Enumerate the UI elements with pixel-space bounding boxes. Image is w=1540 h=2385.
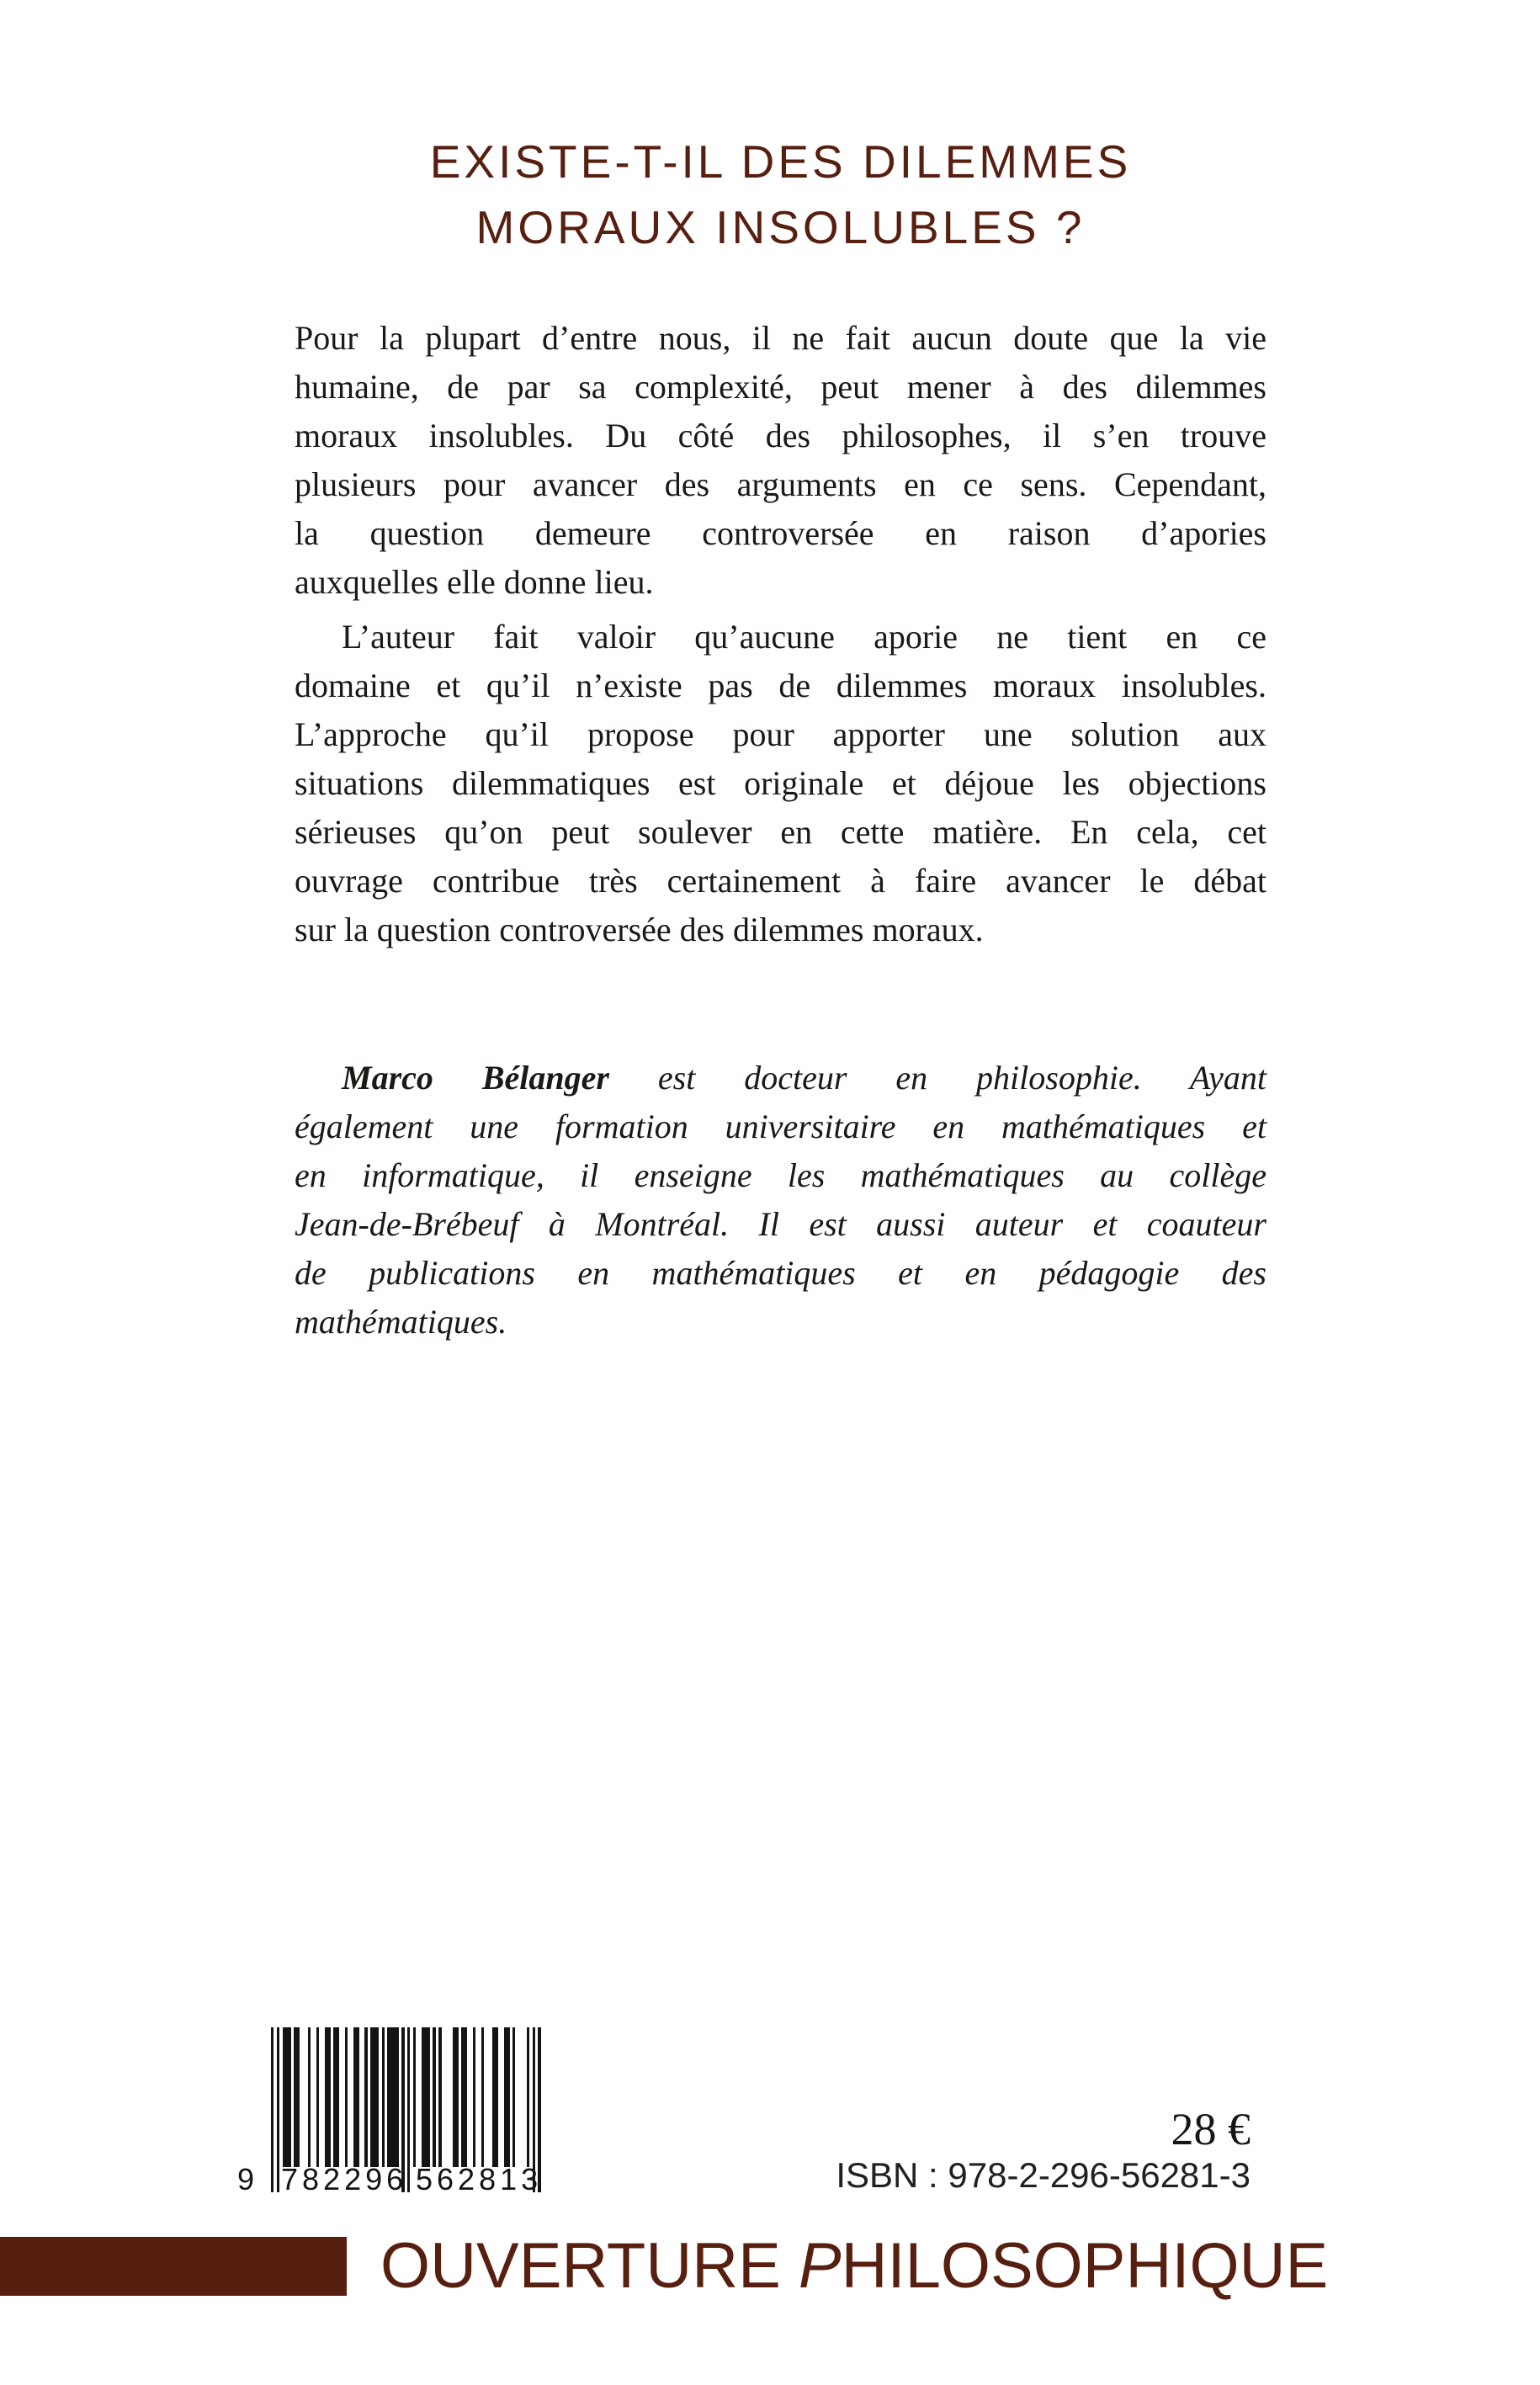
isbn-label: ISBN : 978-2-296-56281-3	[836, 2155, 1251, 2195]
title-line-1: EXISTE-T-IL DES DILEMMES	[429, 135, 1132, 188]
text-line: sérieuses qu’on peut soulever en cette matière. En cela, cet	[295, 813, 1267, 851]
text-line: Pour la plupart d’entre nous, il ne fait aucun doute que la vie	[295, 319, 1267, 357]
text-line: L’approche qu’il propose pour apporter une solution aux	[295, 715, 1267, 753]
barcode-digits-left: 782296	[281, 2162, 408, 2196]
text-line: Jean-de-Brébeuf à Montréal. Il est aussi auteur et coauteur	[295, 1205, 1267, 1243]
text-line: auxquelles elle donne lieu.	[295, 563, 654, 601]
series-word-1: OUVERTURE	[380, 2230, 799, 2302]
series-band	[0, 2230, 1540, 2302]
series-word-2-rest: HILOSOPHIQUE	[841, 2230, 1329, 2302]
author-name: Marco Bélanger	[342, 1059, 609, 1097]
text-line: mathématiques.	[295, 1303, 507, 1341]
text-line: de publications en mathématiques et en pédagogie des	[295, 1254, 1267, 1292]
bio-line-1-rest: est docteur en philosophie. Ayant	[608, 1059, 1267, 1097]
text-line	[295, 1054, 1267, 1102]
barcode-digit-first: 9	[237, 2162, 255, 2196]
text-line: plusieurs pour avancer des arguments en ce sens. Cependant,	[295, 465, 1267, 503]
price-label: 28 €	[1171, 2104, 1251, 2154]
barcode-digits-right: 562813	[416, 2162, 543, 2196]
text-line: également une formation universitaire en mathématiques et	[295, 1108, 1267, 1145]
text-line: humaine, de par sa complexité, peut mener à des dilemmes	[295, 368, 1267, 406]
text-line: moraux insolubles. Du côté des philosophes, il s’en trouve	[295, 417, 1267, 454]
text-line: domaine et qu’il n’existe pas de dilemmes moraux insolubles.	[295, 667, 1267, 704]
text-line: sur la question controversée des dilemmes moraux.	[295, 911, 984, 948]
synopsis-paragraph-2	[295, 613, 1267, 954]
book-title	[295, 129, 1267, 260]
series-color-block	[0, 2237, 347, 2296]
text-line: ouvrage contribue très certainement à faire avancer le débat	[295, 862, 1267, 900]
series-logo-text	[380, 2230, 1329, 2302]
title-line-2: MORAUX INSOLUBLES ?	[475, 201, 1086, 253]
text-line: la question demeure controversée en raison d’apories	[295, 514, 1267, 552]
text-line: en informatique, il enseigne les mathématiques au collège	[295, 1156, 1267, 1194]
text-line: L’auteur fait valoir qu’aucune aporie ne tient en ce	[342, 618, 1267, 656]
synopsis-paragraph-1	[295, 314, 1267, 607]
series-word-2-initial: P	[798, 2230, 842, 2302]
author-bio	[295, 1054, 1267, 1347]
text-line: situations dilemmatiques est originale et déjoue les objections	[295, 764, 1267, 802]
